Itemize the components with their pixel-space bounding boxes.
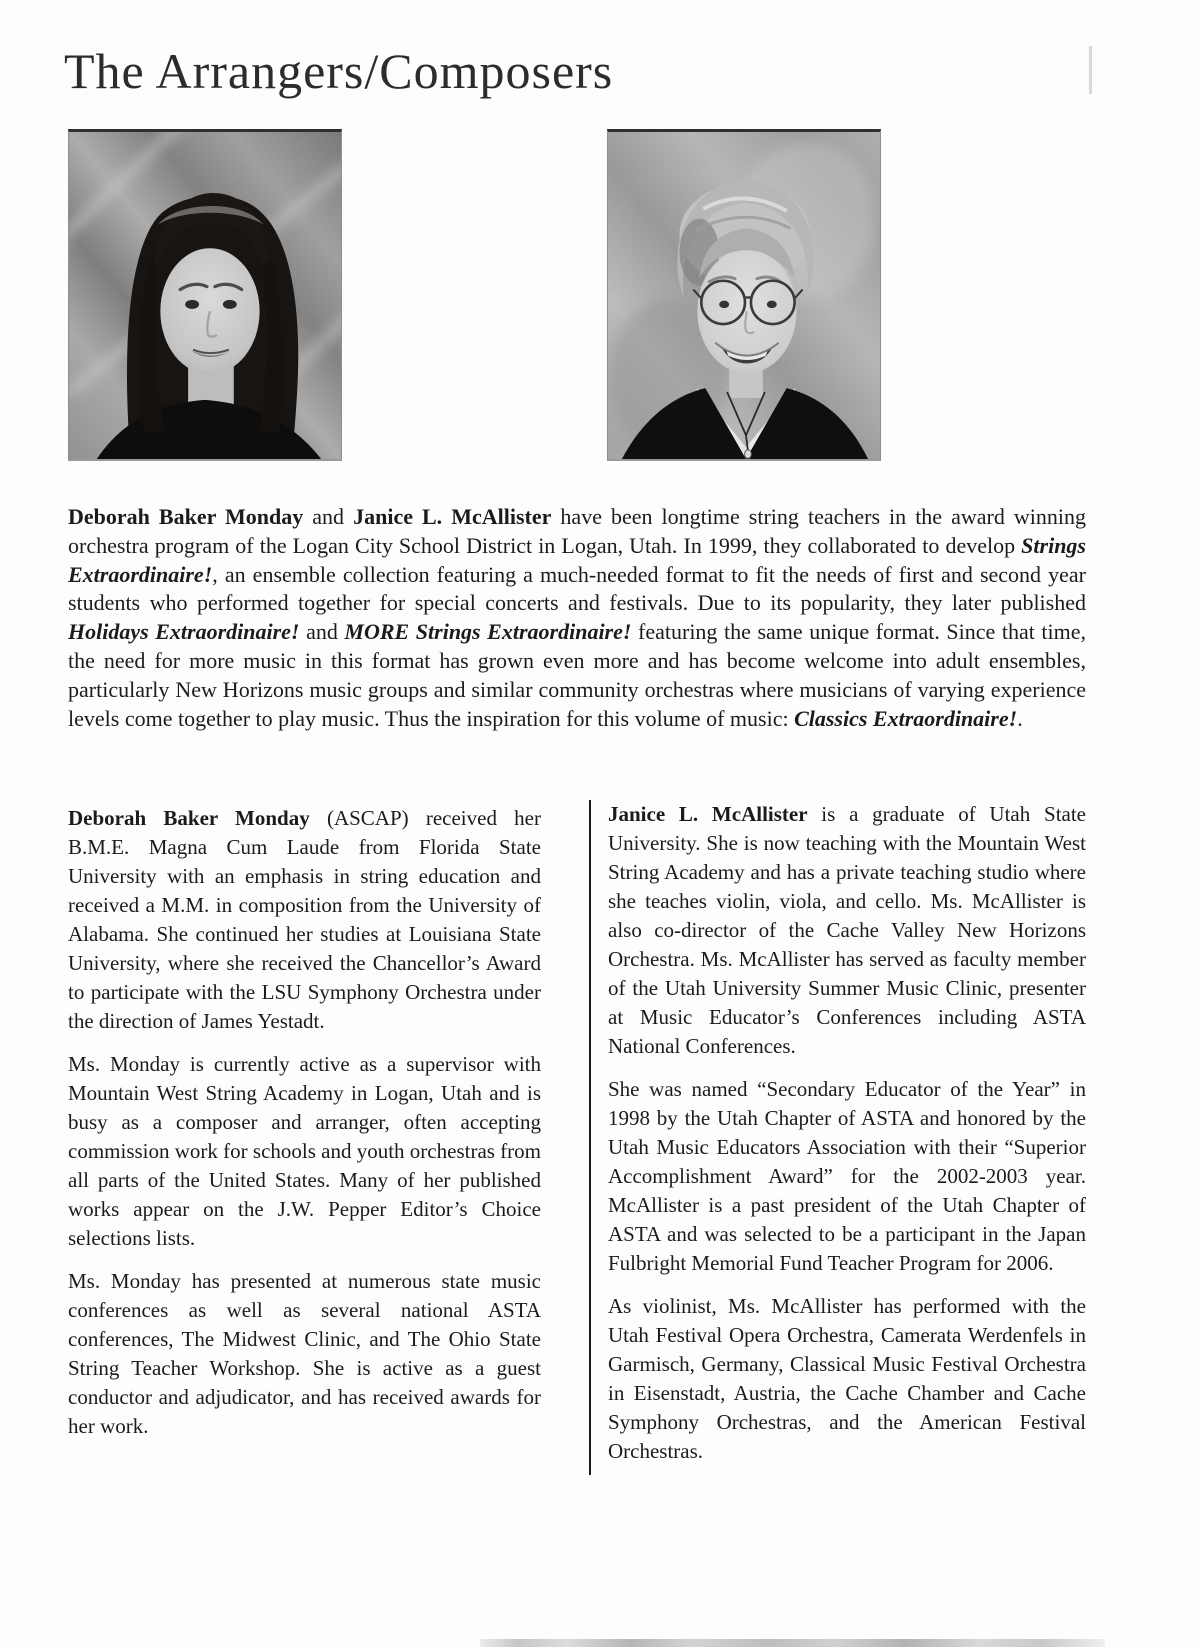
intro-paragraph: Deborah Baker Monday and Janice L. McAllister have been longtime string teachers in the award winning orchestra program of the Logan City School District in Logan, Utah. In 1999, they collaborated to develop Strings Extraordinaire!, an ensemble collection featuring a much-needed format to fit the needs of first and second year students who performed together for special concerts and festivals. Due to its popularity, they later published Holidays Extraordinaire! and MORE Strings Extraordinaire! featuring the same unique format. Since that time, the need for more music in this format has grown even more and has become welcome into adult ensembles, particularly New Horizons music groups and similar community orchestras where musicians of varying experience levels come together to play music. Thus the inspiration for this volume of music: Classics Extraordinaire!. — [68, 504, 1087, 731]
bio-paragraph: Deborah Baker Monday (ASCAP) received her B.M.E. Magna Cum Laude from Florida State University with an emphasis in string education and received a M.M. in composition from the University of Alabama. She continued her studies at Louisiana State University, where she received the Chancellor’s Award to participate with the LSU Symphony Orchestra under the direction of James Yestadt. — [68, 806, 541, 1033]
column-divider-rule — [589, 800, 591, 1475]
bio-paragraph: She was named “Secondary Educator of the Year” in 1998 by the Utah Chapter of ASTA and honored by the Utah Music Educators Association with their “Superior Accomplishment Award” for the 2002-2003 year. McAllister is a past president of the Utah Chapter of ASTA and was selected to be a participant in the Japan Fulbright Memorial Fund Teacher Program for 2006. — [608, 1077, 1086, 1275]
bio-column-right — [608, 800, 1086, 1480]
page-title: The Arrangers/Composers — [64, 43, 614, 99]
bio-paragraph: Ms. Monday has presented at numerous state music conferences as well as several national ASTA conferences, The Midwest Clinic, and The Ohio State String Teacher Workshop. She is active as a guest conductor and adjudicator, and has received awards for her work. — [68, 1269, 541, 1438]
bio-paragraph: As violinist, Ms. McAllister has performed with the Utah Festival Opera Orchestra, Camerata Werdenfels in Garmisch, Germany, Classical Music Festival Orchestra in Eisenstadt, Austria, the Cache Chamber and Cache Symphony Orchestras, and the American Festival Orchestras. — [608, 1294, 1086, 1463]
scan-artifact-right-edge — [1089, 46, 1092, 94]
bio-paragraph: Janice L. McAllister is a graduate of Utah State University. She is now teaching with the Mountain West String Academy and has a private teaching studio where she teaches violin, viola, and cello. Ms. McAllister is also co-director of the Cache Valley New Horizons Orchestra. Ms. McAllister has served as faculty member of the Utah University Summer Music Clinic, presenter at Music Educator’s Conferences including ASTA National Conferences. — [608, 802, 1087, 1058]
portrait-illustration-deborah — [69, 132, 341, 459]
bio-paragraph: Ms. Monday is currently active as a supervisor with Mountain West String Academy in Logan, Utah and is busy as a composer and arranger, often accepting commission work for schools and youth orchestras from all parts of the United States. Many of her published works appear on the J.W. Pepper Editor’s Choice selections lists. — [68, 1052, 542, 1250]
portrait-photo-deborah — [68, 129, 342, 461]
bio-column-left — [68, 804, 541, 1455]
portrait-illustration-janice — [608, 132, 880, 459]
scan-artifact-bottom — [480, 1639, 1105, 1647]
portrait-photo-janice — [607, 129, 881, 461]
